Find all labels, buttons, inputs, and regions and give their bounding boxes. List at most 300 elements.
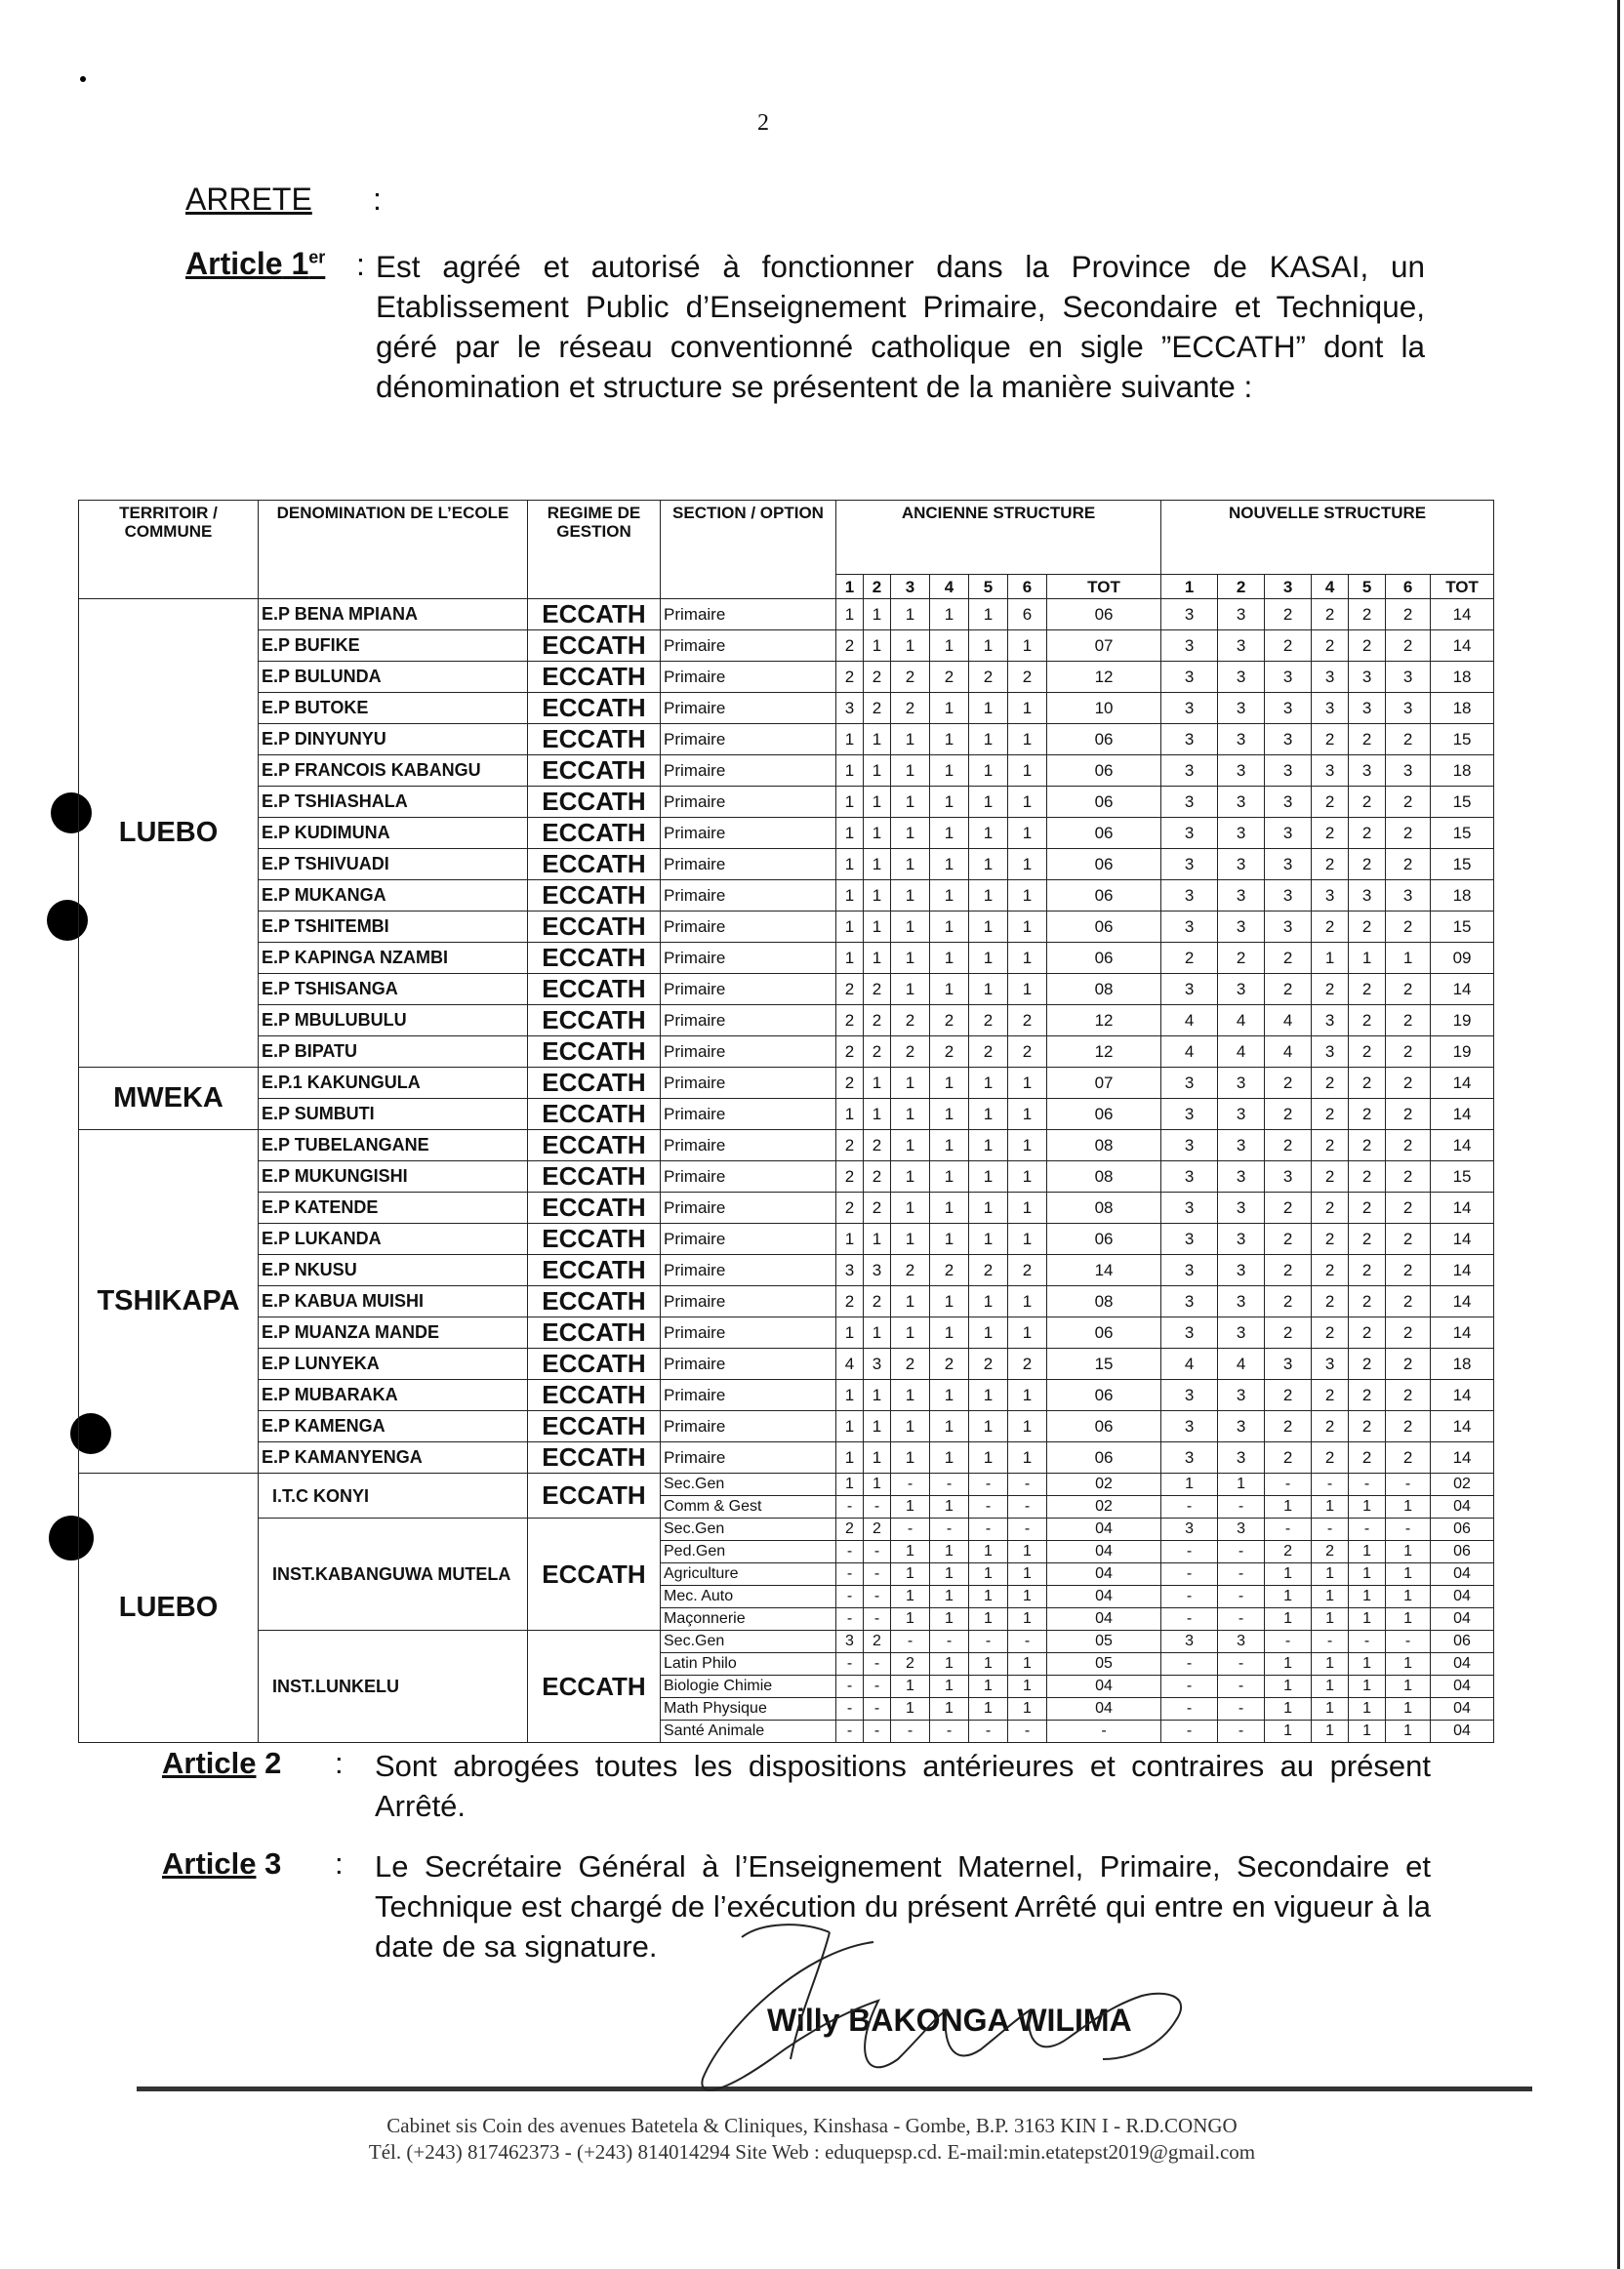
old-structure-cell: 1 [836, 880, 864, 912]
old-structure-cell: 1 [930, 1608, 969, 1631]
old-structure-cell: 1 [891, 880, 930, 912]
header-section: SECTION / OPTION [661, 501, 836, 599]
new-structure-cell: 1 [1312, 1676, 1349, 1698]
old-structure-cell: 1 [891, 912, 930, 943]
old-structure-cell: - [836, 1586, 864, 1608]
section-cell: Primaire [661, 1005, 836, 1036]
table-row [79, 787, 1494, 818]
old-structure-cell: 1 [891, 1380, 930, 1411]
old-structure-cell: 1 [1008, 1286, 1047, 1317]
new-structure-cell: 3 [1161, 1631, 1218, 1653]
old-structure-cell: 2 [836, 1068, 864, 1099]
regime-cell: ECCATH [528, 787, 661, 818]
new-structure-cell: 2 [1265, 1099, 1312, 1130]
new-structure-cell: 14 [1431, 974, 1494, 1005]
old-structure-cell: 1 [836, 1442, 864, 1474]
new-structure-cell: 14 [1431, 1193, 1494, 1224]
new-structure-cell: 3 [1161, 755, 1218, 787]
old-structure-cell: 2 [930, 1255, 969, 1286]
old-structure-cell: 1 [891, 1442, 930, 1474]
new-structure-cell: 2 [1312, 1541, 1349, 1563]
old-structure-cell: 1 [969, 1130, 1008, 1161]
new-structure-cell: 3 [1218, 787, 1265, 818]
table-row [79, 1631, 1494, 1653]
section-cell: Sec.Gen [661, 1519, 836, 1541]
new-structure-cell: 2 [1349, 1224, 1386, 1255]
old-structure-cell: 12 [1047, 662, 1161, 693]
new-structure-cell: 3 [1161, 662, 1218, 693]
new-structure-cell: 15 [1431, 1161, 1494, 1193]
old-structure-cell: 6 [1008, 599, 1047, 630]
old-structure-cell: 1 [864, 1068, 891, 1099]
section-cell: Maçonnerie [661, 1608, 836, 1631]
section-cell: Sec.Gen [661, 1474, 836, 1496]
new-structure-cell: 04 [1431, 1698, 1494, 1721]
header-old-5: 5 [969, 575, 1008, 599]
new-structure-cell: 1 [1218, 1474, 1265, 1496]
old-structure-cell: 1 [930, 693, 969, 724]
new-structure-cell: 3 [1218, 630, 1265, 662]
old-structure-cell: 1 [969, 1380, 1008, 1411]
old-structure-cell: - [969, 1721, 1008, 1743]
old-structure-cell: 1 [969, 1586, 1008, 1608]
new-structure-cell: 2 [1265, 1411, 1312, 1442]
school-name: E.P LUKANDA [259, 1224, 528, 1255]
new-structure-cell: 3 [1265, 1349, 1312, 1380]
old-structure-cell: - [969, 1474, 1008, 1496]
old-structure-cell: - [1008, 1496, 1047, 1519]
regime-cell: ECCATH [528, 1286, 661, 1317]
old-structure-cell: 1 [930, 1099, 969, 1130]
old-structure-cell: 1 [836, 787, 864, 818]
scan-edge-line [1617, 0, 1620, 2269]
old-structure-cell: 1 [836, 599, 864, 630]
old-structure-cell: 2 [836, 662, 864, 693]
old-structure-cell: 1 [1008, 787, 1047, 818]
old-structure-cell: 12 [1047, 1036, 1161, 1068]
new-structure-cell: 2 [1386, 787, 1431, 818]
old-structure-cell: - [891, 1721, 930, 1743]
old-structure-cell: 2 [836, 1036, 864, 1068]
new-structure-cell: - [1161, 1496, 1218, 1519]
new-structure-cell: 3 [1161, 1286, 1218, 1317]
new-structure-cell: 3 [1386, 755, 1431, 787]
new-structure-cell: 02 [1431, 1474, 1494, 1496]
old-structure-cell: 2 [864, 662, 891, 693]
old-structure-cell: - [864, 1563, 891, 1586]
new-structure-cell: - [1312, 1631, 1349, 1653]
old-structure-cell: - [836, 1541, 864, 1563]
old-structure-cell: 1 [891, 1676, 930, 1698]
new-structure-cell: 1 [1386, 1563, 1431, 1586]
new-structure-cell: 2 [1265, 599, 1312, 630]
new-structure-cell: 2 [1349, 1380, 1386, 1411]
old-structure-cell: 06 [1047, 880, 1161, 912]
old-structure-cell: 2 [891, 693, 930, 724]
new-structure-cell: 1 [1349, 1496, 1386, 1519]
old-structure-cell: 2 [1008, 1349, 1047, 1380]
new-structure-cell: 4 [1218, 1036, 1265, 1068]
new-structure-cell: 2 [1265, 1130, 1312, 1161]
section-cell: Primaire [661, 693, 836, 724]
article3-colon: : [335, 1846, 344, 1881]
new-structure-cell: - [1218, 1676, 1265, 1698]
new-structure-cell: 2 [1312, 1317, 1349, 1349]
new-structure-cell: 2 [1312, 724, 1349, 755]
new-structure-cell: 3 [1161, 1411, 1218, 1442]
new-structure-cell: 14 [1431, 1255, 1494, 1286]
new-structure-cell: 2 [1218, 943, 1265, 974]
old-structure-cell: 1 [864, 1380, 891, 1411]
new-structure-cell: - [1349, 1519, 1386, 1541]
article1-text: Est agréé et autorisé à fonctionner dans la Province de KASAI, un Etablissement Public d’Enseignement Primaire, Secondaire et Technique, géré par le réseau conventionné catholique en sigle ”ECCATH” dont la dénomination et structure se présentent de la manière suivante : [376, 249, 1425, 404]
new-structure-cell: 2 [1312, 599, 1349, 630]
old-structure-cell: 2 [891, 1255, 930, 1286]
new-structure-cell: 2 [1161, 943, 1218, 974]
regime-cell: ECCATH [528, 1474, 661, 1519]
new-structure-cell: 1 [1386, 1586, 1431, 1608]
new-structure-cell: 3 [1161, 912, 1218, 943]
new-structure-cell: 3 [1218, 662, 1265, 693]
old-structure-cell: - [969, 1519, 1008, 1541]
new-structure-cell: 3 [1161, 1161, 1218, 1193]
section-cell: Primaire [661, 912, 836, 943]
new-structure-cell: 2 [1312, 630, 1349, 662]
header-new-1: 1 [1161, 575, 1218, 599]
old-structure-cell: 06 [1047, 1411, 1161, 1442]
new-structure-cell: 3 [1218, 1317, 1265, 1349]
old-structure-cell: 1 [969, 1317, 1008, 1349]
old-structure-cell: 1 [969, 693, 1008, 724]
old-structure-cell: 1 [1008, 1193, 1047, 1224]
header-denomination: DENOMINATION DE L’ECOLE [259, 501, 528, 599]
old-structure-cell: 1 [969, 1286, 1008, 1317]
new-structure-cell: 2 [1349, 1099, 1386, 1130]
new-structure-cell: 2 [1349, 1036, 1386, 1068]
old-structure-cell: 1 [969, 1541, 1008, 1563]
new-structure-cell: 2 [1349, 912, 1386, 943]
new-structure-cell: - [1218, 1698, 1265, 1721]
school-name: E.P SUMBUTI [259, 1099, 528, 1130]
signer-name: Willy BAKONGA WILIMA [767, 2003, 1132, 2038]
new-structure-cell: 2 [1386, 1442, 1431, 1474]
new-structure-cell: - [1218, 1563, 1265, 1586]
old-structure-cell: 2 [864, 1036, 891, 1068]
old-structure-cell: 1 [891, 630, 930, 662]
old-structure-cell: - [864, 1653, 891, 1676]
old-structure-cell: 1 [1008, 880, 1047, 912]
new-structure-cell: 14 [1431, 1068, 1494, 1099]
old-structure-cell: - [891, 1631, 930, 1653]
old-structure-cell: - [836, 1721, 864, 1743]
old-structure-cell: 2 [836, 1130, 864, 1161]
new-structure-cell: 1 [1312, 1586, 1349, 1608]
new-structure-cell: - [1161, 1563, 1218, 1586]
new-structure-cell: 14 [1431, 1411, 1494, 1442]
new-structure-cell: 3 [1218, 1130, 1265, 1161]
old-structure-cell: 1 [969, 1161, 1008, 1193]
old-structure-cell: 2 [864, 1519, 891, 1541]
old-structure-cell: 1 [891, 1563, 930, 1586]
new-structure-cell: 15 [1431, 849, 1494, 880]
footer-address: Cabinet sis Coin des avenues Batetela & Cliniques, Kinshasa - Gombe, B.P. 3163 KIN I - R.D.CONGO [386, 2114, 1238, 2137]
new-structure-cell: - [1218, 1586, 1265, 1608]
old-structure-cell: 1 [930, 1676, 969, 1698]
old-structure-cell: 1 [930, 1224, 969, 1255]
new-structure-cell: 2 [1312, 1411, 1349, 1442]
old-structure-cell: - [864, 1496, 891, 1519]
old-structure-cell: 2 [864, 1631, 891, 1653]
old-structure-cell: 1 [1008, 1676, 1047, 1698]
old-structure-cell: 1 [969, 1676, 1008, 1698]
new-structure-cell: - [1386, 1631, 1431, 1653]
regime-cell: ECCATH [528, 880, 661, 912]
new-structure-cell: 2 [1312, 1286, 1349, 1317]
old-structure-cell: 1 [930, 912, 969, 943]
new-structure-cell: 3 [1161, 974, 1218, 1005]
old-structure-cell: 1 [891, 1068, 930, 1099]
old-structure-cell: 1 [930, 1496, 969, 1519]
school-name: E.P FRANCOIS KABANGU [259, 755, 528, 787]
new-structure-cell: 1 [1386, 1608, 1431, 1631]
table-row [79, 1005, 1494, 1036]
old-structure-cell: - [1047, 1721, 1161, 1743]
new-structure-cell: 18 [1431, 880, 1494, 912]
old-structure-cell: 3 [864, 1349, 891, 1380]
old-structure-cell: 1 [930, 943, 969, 974]
new-structure-cell: 1 [1349, 1541, 1386, 1563]
school-name: E.P NKUSU [259, 1255, 528, 1286]
old-structure-cell: 2 [969, 1005, 1008, 1036]
school-name: E.P TSHIASHALA [259, 787, 528, 818]
new-structure-cell: 3 [1218, 599, 1265, 630]
new-structure-cell: 14 [1431, 1317, 1494, 1349]
old-structure-cell: 2 [836, 1005, 864, 1036]
new-structure-cell: 3 [1218, 1255, 1265, 1286]
old-structure-cell: 2 [930, 1349, 969, 1380]
old-structure-cell: 06 [1047, 1442, 1161, 1474]
old-structure-cell: 06 [1047, 943, 1161, 974]
section-cell: Primaire [661, 1068, 836, 1099]
old-structure-cell: 1 [836, 943, 864, 974]
new-structure-cell: 3 [1161, 880, 1218, 912]
regime-cell: ECCATH [528, 1161, 661, 1193]
old-structure-cell: 1 [836, 849, 864, 880]
new-structure-cell: 14 [1431, 630, 1494, 662]
old-structure-cell: 1 [1008, 974, 1047, 1005]
section-cell: Mec. Auto [661, 1586, 836, 1608]
old-structure-cell: 1 [1008, 1563, 1047, 1586]
regime-cell: ECCATH [528, 724, 661, 755]
old-structure-cell: 1 [930, 630, 969, 662]
table-row [79, 912, 1494, 943]
new-structure-cell: 3 [1161, 1224, 1218, 1255]
old-structure-cell: 1 [930, 1563, 969, 1586]
new-structure-cell: 3 [1312, 1005, 1349, 1036]
new-structure-cell: 3 [1265, 880, 1312, 912]
section-cell: Primaire [661, 1380, 836, 1411]
new-structure-cell: 15 [1431, 724, 1494, 755]
old-structure-cell: 2 [930, 1036, 969, 1068]
section-cell: Primaire [661, 1099, 836, 1130]
new-structure-cell: 1 [1386, 1496, 1431, 1519]
article1-number: 1 [291, 246, 309, 281]
old-structure-cell: 1 [969, 724, 1008, 755]
new-structure-cell: 18 [1431, 755, 1494, 787]
new-structure-cell: 19 [1431, 1036, 1494, 1068]
old-structure-cell: 1 [864, 724, 891, 755]
old-structure-cell: 12 [1047, 1005, 1161, 1036]
section-cell: Ped.Gen [661, 1541, 836, 1563]
new-structure-cell: 2 [1265, 1380, 1312, 1411]
new-structure-cell: 2 [1349, 1068, 1386, 1099]
old-structure-cell: 1 [891, 1286, 930, 1317]
section-cell: Primaire [661, 818, 836, 849]
new-structure-cell: 2 [1386, 1380, 1431, 1411]
old-structure-cell: 1 [969, 787, 1008, 818]
regime-cell: ECCATH [528, 1442, 661, 1474]
new-structure-cell: 1 [1349, 943, 1386, 974]
section-cell: Primaire [661, 599, 836, 630]
new-structure-cell: 4 [1161, 1005, 1218, 1036]
section-cell: Primaire [661, 1193, 836, 1224]
territoire-cell: TSHIKAPA [79, 1130, 259, 1474]
new-structure-cell: 2 [1312, 1255, 1349, 1286]
old-structure-cell: 1 [864, 880, 891, 912]
new-structure-cell: 2 [1265, 1068, 1312, 1099]
old-structure-cell: 06 [1047, 787, 1161, 818]
old-structure-cell: 1 [836, 1380, 864, 1411]
new-structure-cell: 2 [1265, 1286, 1312, 1317]
arrete-label: ARRETE [185, 182, 312, 217]
new-structure-cell: - [1161, 1698, 1218, 1721]
old-structure-cell: 1 [891, 755, 930, 787]
new-structure-cell: - [1161, 1721, 1218, 1743]
old-structure-cell: 06 [1047, 1099, 1161, 1130]
old-structure-cell: 1 [891, 1130, 930, 1161]
new-structure-cell: 1 [1161, 1474, 1218, 1496]
old-structure-cell: 1 [930, 1193, 969, 1224]
new-structure-cell: 2 [1312, 1099, 1349, 1130]
new-structure-cell: 2 [1386, 1193, 1431, 1224]
article3-text: Le Secrétaire Général à l’Enseignement Maternel, Primaire, Secondaire et Technique est chargé de l’exécution du présent Arrêté qui entre en vigueur à la date de sa signature. [375, 1849, 1431, 1964]
new-structure-cell: 3 [1218, 818, 1265, 849]
new-structure-cell: 3 [1218, 1224, 1265, 1255]
new-structure-cell: 1 [1349, 1698, 1386, 1721]
new-structure-cell: 1 [1312, 1721, 1349, 1743]
new-structure-cell: 15 [1431, 818, 1494, 849]
old-structure-cell: 1 [891, 1099, 930, 1130]
new-structure-cell: 2 [1265, 974, 1312, 1005]
old-structure-cell: 1 [1008, 693, 1047, 724]
regime-cell: ECCATH [528, 1193, 661, 1224]
table-row [79, 974, 1494, 1005]
new-structure-cell: 3 [1161, 599, 1218, 630]
new-structure-cell: 2 [1349, 1286, 1386, 1317]
old-structure-cell: 05 [1047, 1631, 1161, 1653]
new-structure-cell: 3 [1161, 1519, 1218, 1541]
new-structure-cell: 14 [1431, 1442, 1494, 1474]
old-structure-cell: 02 [1047, 1474, 1161, 1496]
old-structure-cell: 1 [1008, 1608, 1047, 1631]
new-structure-cell: 18 [1431, 662, 1494, 693]
table-header [79, 501, 1494, 599]
old-structure-cell: 1 [1008, 755, 1047, 787]
new-structure-cell: 04 [1431, 1676, 1494, 1698]
school-name: E.P KAPINGA NZAMBI [259, 943, 528, 974]
new-structure-cell: 1 [1349, 1653, 1386, 1676]
new-structure-cell: 3 [1265, 787, 1312, 818]
old-structure-cell: 1 [930, 1541, 969, 1563]
article3-heading [162, 1846, 281, 1882]
new-structure-cell: 3 [1161, 1317, 1218, 1349]
old-structure-cell: 2 [891, 1036, 930, 1068]
new-structure-cell: 2 [1386, 1411, 1431, 1442]
old-structure-cell: 1 [930, 755, 969, 787]
new-structure-cell: - [1218, 1653, 1265, 1676]
old-structure-cell: 1 [836, 755, 864, 787]
new-structure-cell: 2 [1386, 1036, 1431, 1068]
old-structure-cell: 2 [836, 974, 864, 1005]
new-structure-cell: 2 [1386, 1099, 1431, 1130]
new-structure-cell: 3 [1218, 1161, 1265, 1193]
old-structure-cell: 2 [864, 1193, 891, 1224]
old-structure-cell: - [836, 1496, 864, 1519]
old-structure-cell: 1 [1008, 1130, 1047, 1161]
old-structure-cell: 1 [1008, 1653, 1047, 1676]
table-row [79, 1474, 1494, 1496]
old-structure-cell: 06 [1047, 1317, 1161, 1349]
new-structure-cell: 1 [1386, 1653, 1431, 1676]
regime-cell: ECCATH [528, 974, 661, 1005]
old-structure-cell: 1 [891, 1224, 930, 1255]
old-structure-cell: 1 [930, 974, 969, 1005]
new-structure-cell: 2 [1349, 1130, 1386, 1161]
new-structure-cell: 2 [1349, 1193, 1386, 1224]
section-cell: Biologie Chimie [661, 1676, 836, 1698]
old-structure-cell: 1 [969, 755, 1008, 787]
old-structure-cell: 06 [1047, 599, 1161, 630]
old-structure-cell: 3 [836, 1255, 864, 1286]
new-structure-cell: 3 [1265, 755, 1312, 787]
section-cell: Primaire [661, 1224, 836, 1255]
old-structure-cell: 1 [1008, 849, 1047, 880]
new-structure-cell: 2 [1386, 912, 1431, 943]
new-structure-cell: 2 [1349, 849, 1386, 880]
arrete-colon: : [373, 182, 382, 217]
new-structure-cell: 3 [1218, 1068, 1265, 1099]
new-structure-cell: 4 [1218, 1349, 1265, 1380]
new-structure-cell: 1 [1386, 943, 1431, 974]
old-structure-cell: 1 [864, 1224, 891, 1255]
old-structure-cell: 1 [930, 724, 969, 755]
old-structure-cell: - [864, 1698, 891, 1721]
new-structure-cell: 3 [1218, 912, 1265, 943]
article1-label: Article [185, 246, 283, 281]
new-structure-cell: 3 [1161, 818, 1218, 849]
old-structure-cell: 1 [864, 755, 891, 787]
old-structure-cell: 1 [969, 912, 1008, 943]
new-structure-cell: 3 [1161, 1068, 1218, 1099]
regime-cell: ECCATH [528, 1380, 661, 1411]
table-row [79, 1349, 1494, 1380]
old-structure-cell: 1 [891, 974, 930, 1005]
old-structure-cell: 06 [1047, 724, 1161, 755]
old-structure-cell: 06 [1047, 1380, 1161, 1411]
new-structure-cell: 2 [1349, 1442, 1386, 1474]
old-structure-cell: 04 [1047, 1676, 1161, 1698]
old-structure-cell: 1 [969, 1224, 1008, 1255]
